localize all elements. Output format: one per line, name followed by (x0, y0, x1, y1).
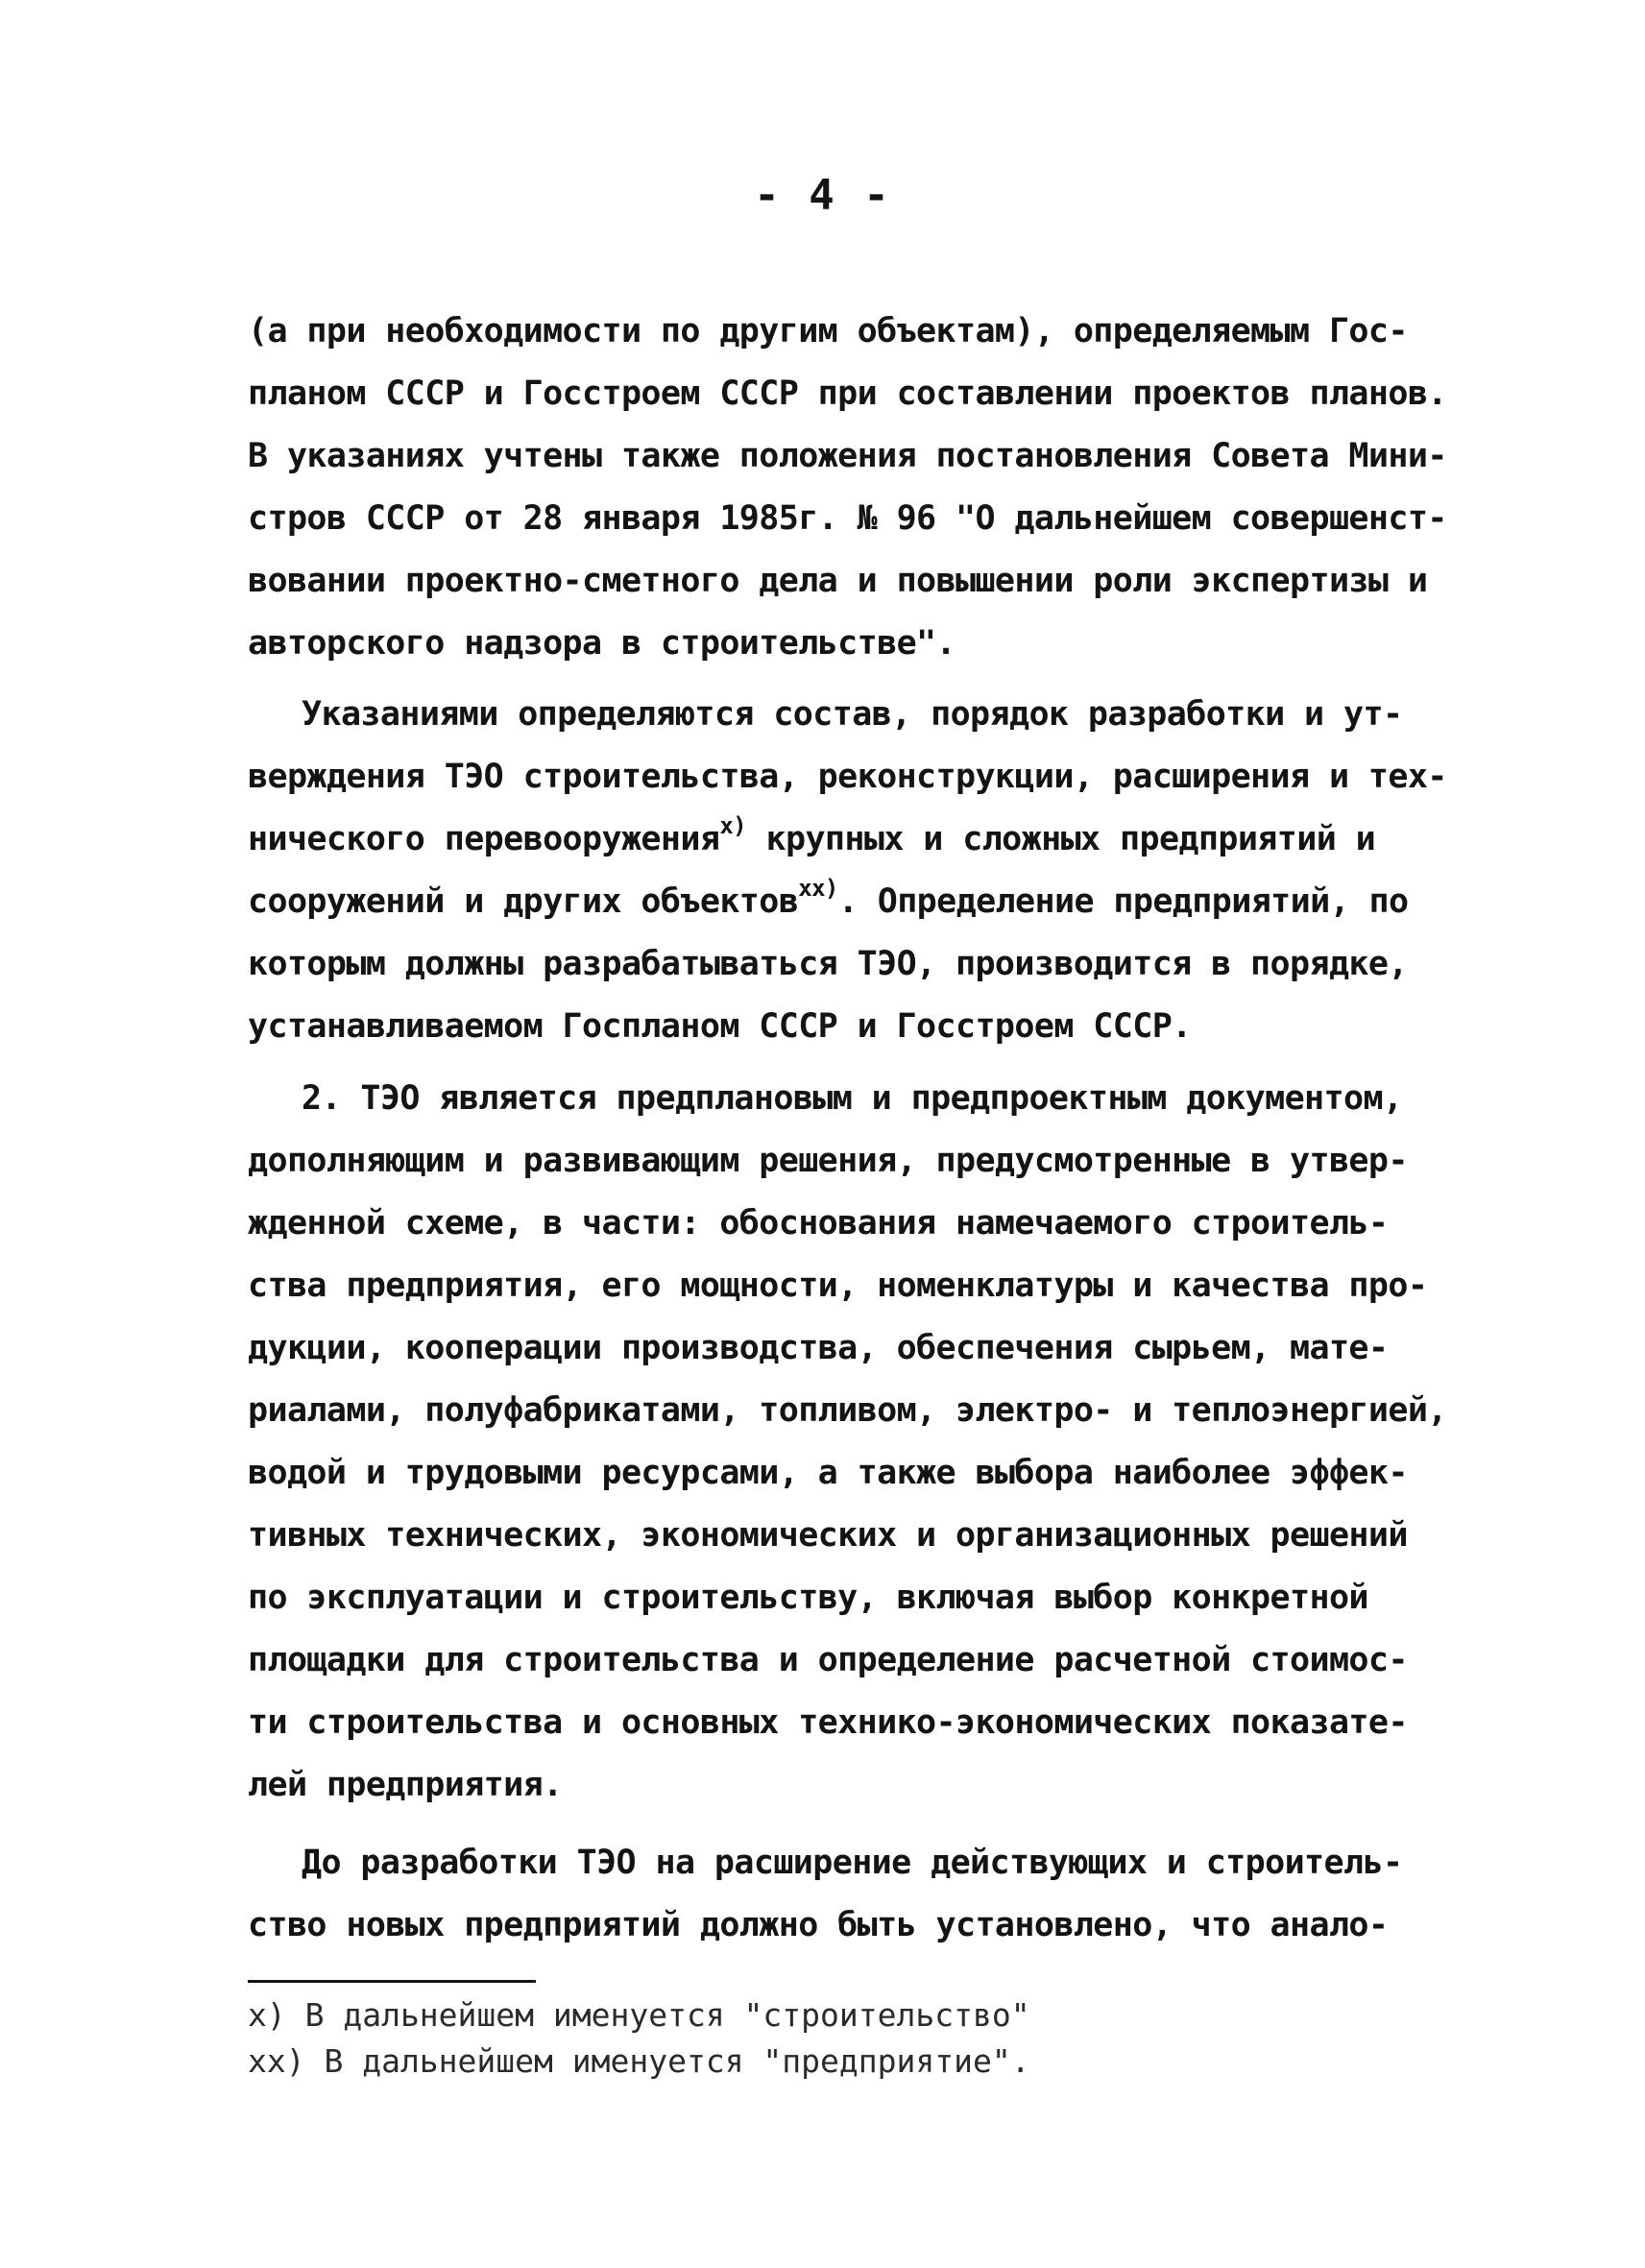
paragraph-3 (248, 1068, 1447, 1817)
text-line: ства предприятия, его мощности, номенклатуры и качества про- (248, 1267, 1428, 1305)
text-line: устанавливаемом Госпланом СССР и Госстроем СССР. (248, 1007, 1192, 1046)
footnote-divider (248, 1980, 536, 1983)
footnote-ref-xx: xx) (798, 875, 838, 903)
text-line: авторского надзора в строительстве". (248, 624, 956, 663)
text-segment: нического перевооружения (248, 820, 720, 858)
text-line: дукции, кооперации производства, обеспечения сырьем, мате- (248, 1329, 1389, 1367)
text-segment: . Определение предприятий, по (837, 882, 1409, 921)
text-line: вовании проектно-сметного дела и повышении роли экспертизы и (248, 562, 1428, 600)
text-line-with-footnote-ref (248, 871, 1439, 933)
text-line: стров СССР от 28 января 1985г. № 96 "О дальнейшем совершенст- (248, 499, 1447, 538)
paragraph-4 (248, 1832, 1439, 1957)
text-line: которым должны разрабатываться ТЭО, производится в порядке, (248, 945, 1408, 983)
paragraph-1 (248, 301, 1447, 675)
text-line-with-footnote-ref (248, 808, 1439, 871)
page-number: - 4 - (754, 171, 891, 220)
footnote-xx: xx) В дальнейшем именуется "предприятие". (248, 2042, 1030, 2080)
text-line: ство новых предприятий должно быть установлено, что анало- (248, 1906, 1389, 1944)
footnote-ref-x: x) (719, 812, 747, 840)
text-segment: крупных и сложных предприятий и (746, 820, 1376, 858)
text-line: В указаниях учтены также положения постановления Совета Мини- (248, 437, 1447, 475)
text-line: лей предприятия. (248, 1766, 563, 1804)
text-line: (а при необходимости по другим объектам), определяемым Гос- (248, 312, 1408, 350)
text-line: риалами, полуфабрикатами, топливом, электро- и теплоэнергией, (248, 1391, 1447, 1430)
paragraph-2 (248, 684, 1447, 1058)
text-line: 2. ТЭО является предплановым и предпроектным документом, (302, 1079, 1403, 1118)
text-line: жденной схеме, в части: обоснования намечаемого строитель- (248, 1204, 1389, 1243)
text-line: До разработки ТЭО на расширение действующих и строитель- (302, 1844, 1403, 1882)
text-line: верждения ТЭО строительства, реконструкции, расширения и тех- (248, 758, 1447, 796)
footnote-x: x) В дальнейшем именуется "строительство" (248, 1996, 1030, 2034)
text-line: площадки для строительства и определение расчетной стоимос- (248, 1641, 1408, 1679)
text-line: тивных технических, экономических и организационных решений (248, 1516, 1408, 1555)
text-line: ти строительства и основных технико-экономических показате- (248, 1703, 1408, 1742)
text-line: планом СССР и Госстроем СССР при составлении проектов планов. (248, 374, 1447, 413)
text-line: водой и трудовыми ресурсами, а также выбора наиболее эффек- (248, 1454, 1408, 1492)
text-segment: сооружений и других объектов (248, 882, 799, 921)
text-line: Указаниями определяются состав, порядок разработки и ут- (302, 695, 1403, 734)
text-line: по эксплуатации и строительству, включая выбор конкретной (248, 1579, 1368, 1617)
text-line: дополняющим и развивающим решения, предусмотренные в утвер- (248, 1142, 1408, 1180)
footnotes (248, 1992, 1439, 2085)
